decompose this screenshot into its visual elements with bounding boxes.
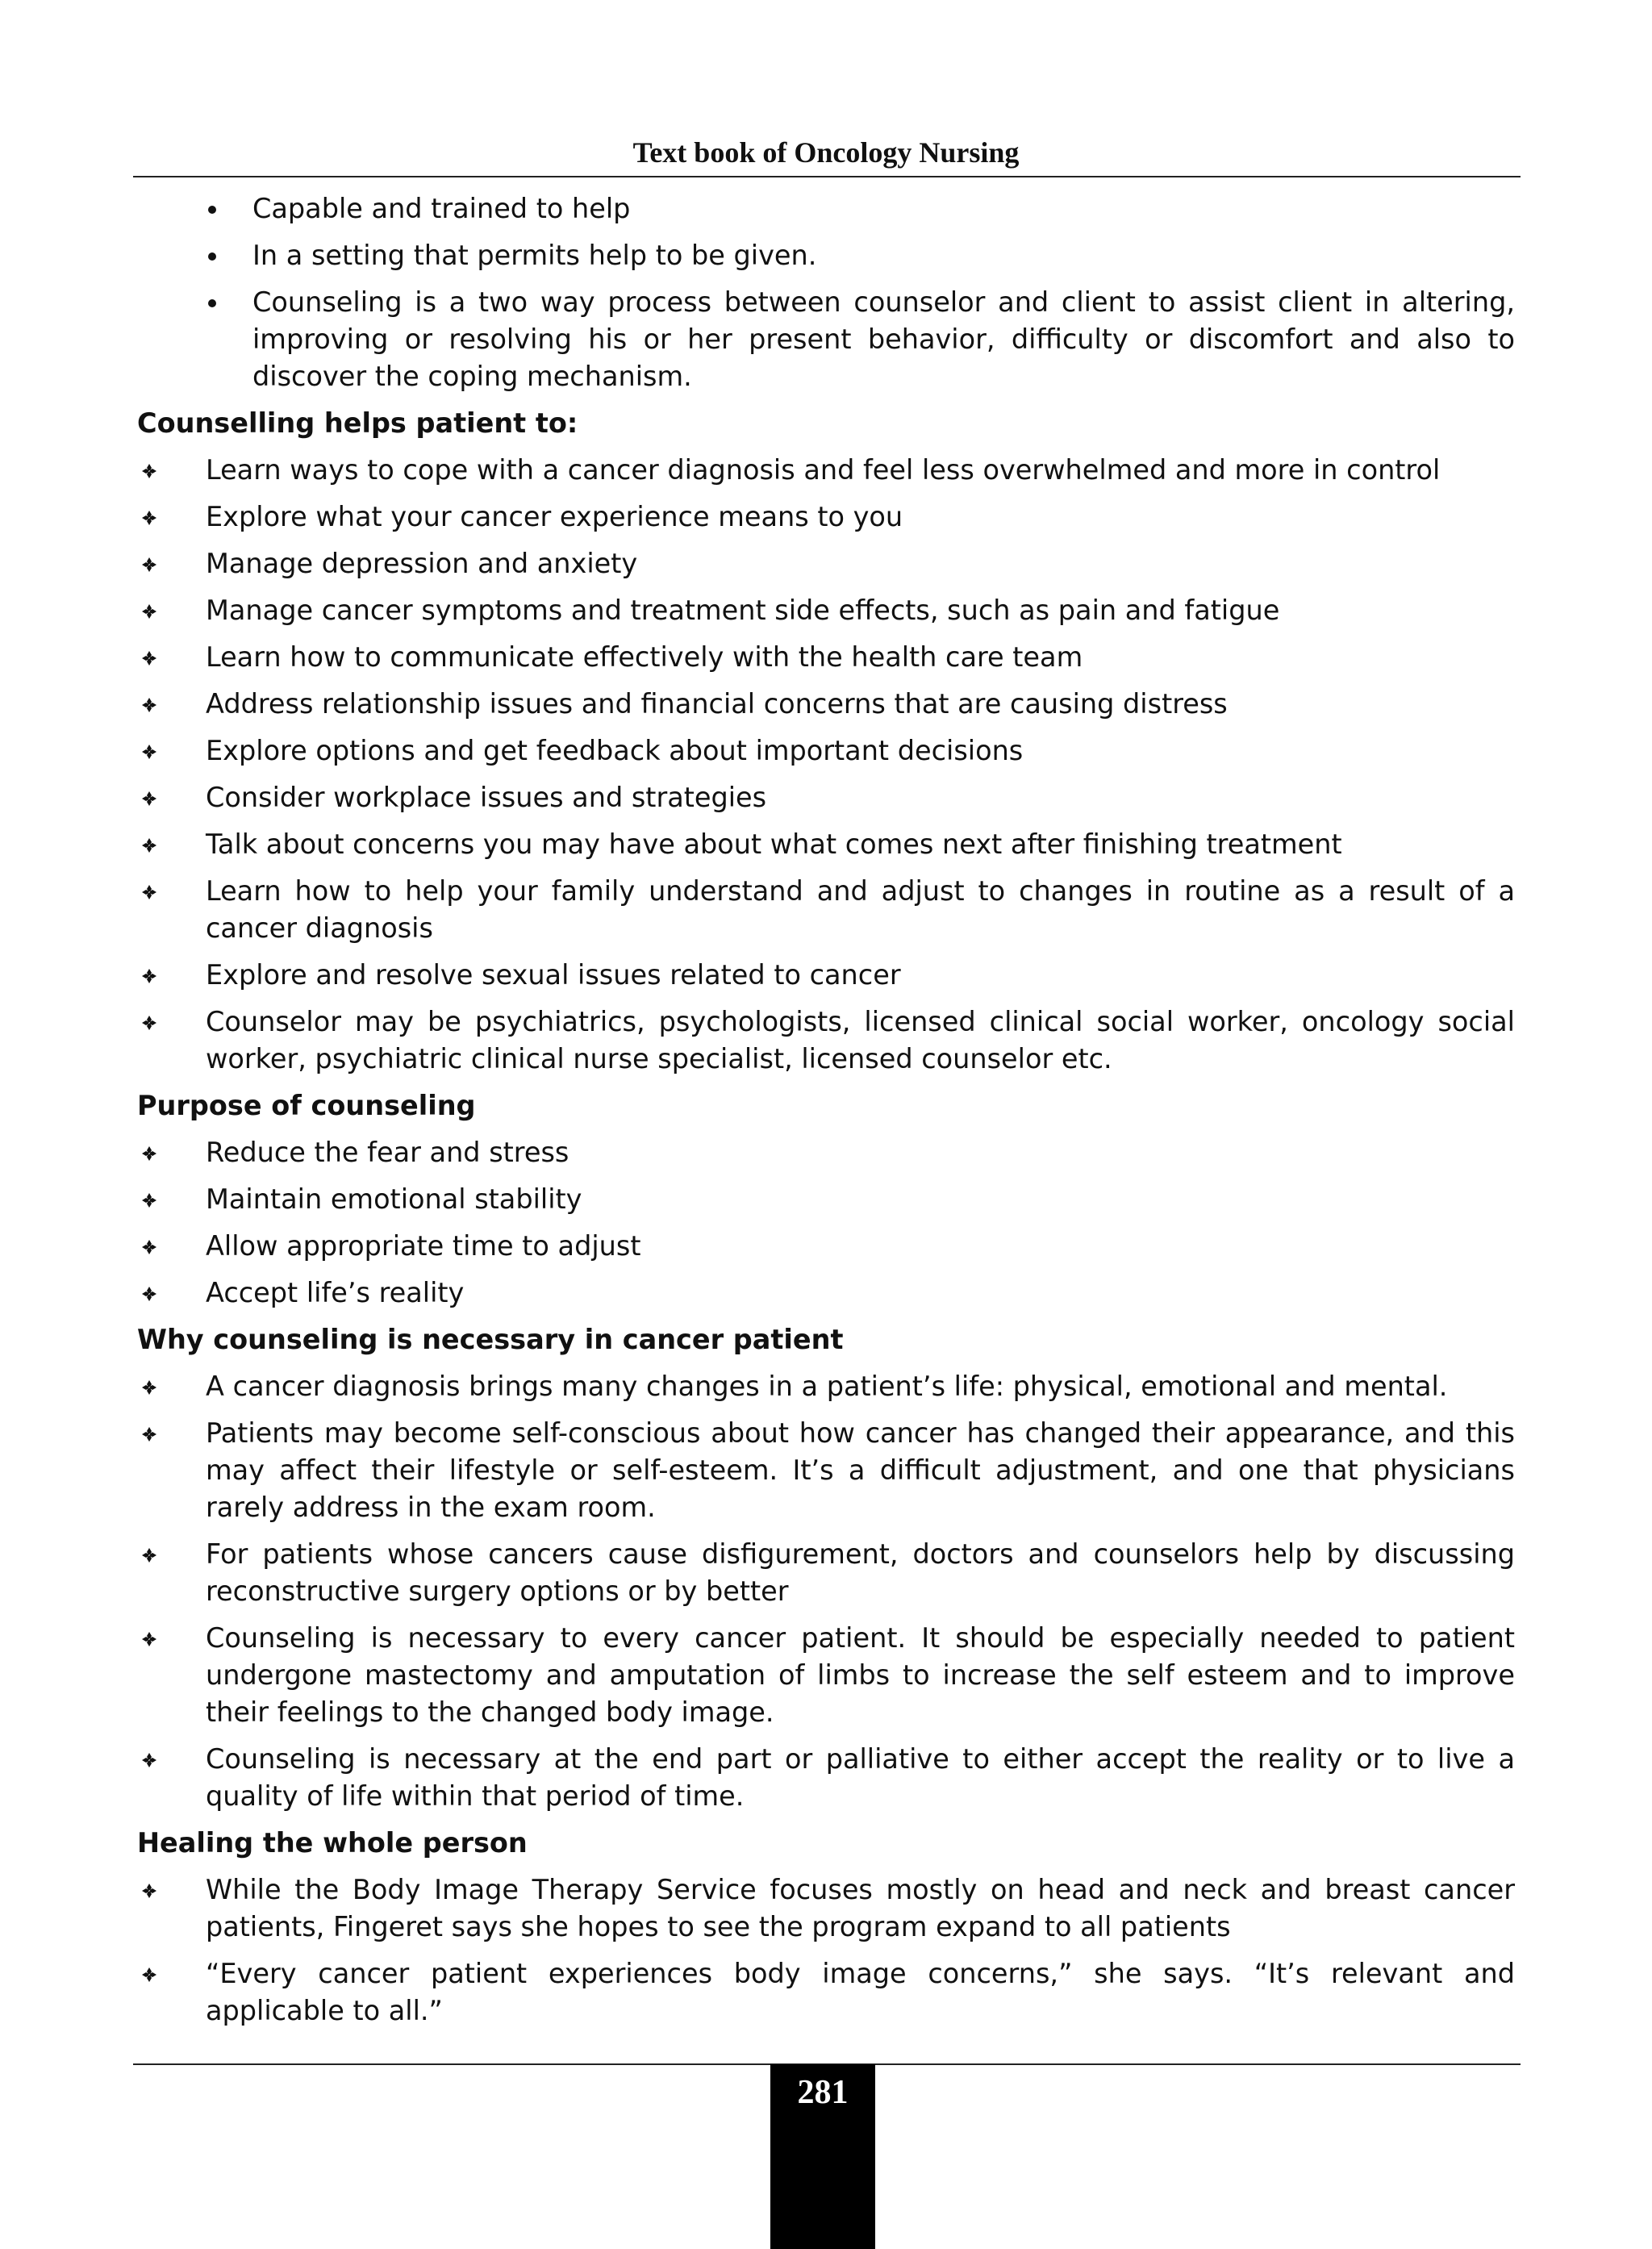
diamond-bullet-icon (139, 1228, 160, 1265)
list-item-text: Patients may become self-conscious about how cancer has changed their appearance, and this may affect their lifestyle or self-esteem. It’s a difficult adjustment, and one that physicians rarely address in the exam room. (206, 1417, 1515, 1523)
list-item-text: Address relationship issues and financial concerns that are causing distress (206, 688, 1228, 720)
diamond-bullet-icon (139, 639, 160, 676)
section-purpose-of-counseling (137, 1087, 1515, 1312)
list-item (137, 1275, 1515, 1312)
diamond-bullet-icon (139, 1536, 160, 1573)
diamond-bullet-icon (139, 1003, 160, 1041)
diamond-bullet-icon (139, 732, 160, 770)
section-heading: Purpose of counseling (137, 1090, 476, 1121)
list-item (137, 779, 1515, 816)
list-item (137, 639, 1515, 676)
diamond-bullet-icon (139, 1275, 160, 1312)
list-item-text: Counseling is necessary at the end part or palliative to either accept the reality or to live a quality of life within that period of time. (206, 1743, 1515, 1812)
list-item (137, 732, 1515, 770)
list-item (137, 1741, 1515, 1815)
page-number: 281 (797, 2074, 849, 2111)
diamond-bullet-icon (139, 1368, 160, 1405)
list-item (137, 592, 1515, 629)
diamond-bullet-icon (139, 592, 160, 629)
section-list (137, 1871, 1515, 2030)
list-item-text: Counseling is a two way process between counselor and client to assist client in altering, improving or resolving his or her present behavior, difficulty or discomfort and also to discover the coping mechanism. (252, 286, 1515, 392)
list-item (137, 1368, 1515, 1405)
list-item-text: Counselor may be psychiatrics, psychologists, licensed clinical social worker, oncology social worker, psychiatric clinical nurse specialist, licensed counselor etc. (206, 1006, 1515, 1074)
list-item-text: Accept life’s reality (206, 1277, 465, 1308)
running-header-title: Text book of Oncology Nursing (632, 136, 1020, 169)
intro-bullet-list (137, 190, 1515, 395)
diamond-bullet-icon (139, 826, 160, 863)
list-item (137, 1871, 1515, 1946)
list-item-text: Explore and resolve sexual issues related to cancer (206, 959, 901, 991)
section-healing-whole-person (137, 1825, 1515, 2030)
list-item-text: In a setting that permits help to be given. (252, 240, 817, 271)
header-rule (133, 176, 1521, 177)
list-item-text: Counseling is necessary to every cancer patient. It should be especially needed to patient undergone mastectomy and amputation of limbs to increase the self esteem and to improve their feelings to the changed body image. (206, 1622, 1515, 1728)
diamond-bullet-icon (139, 545, 160, 582)
section-heading: Why counseling is necessary in cancer patient (137, 1324, 844, 1355)
list-item (137, 957, 1515, 994)
list-item-text: A cancer diagnosis brings many changes in a patient’s life: physical, emotional and mental. (206, 1371, 1448, 1402)
list-item (137, 686, 1515, 723)
list-item-text: Capable and trained to help (252, 193, 631, 224)
bullet-dot-icon (208, 252, 216, 261)
section-heading: Healing the whole person (137, 1827, 528, 1859)
diamond-bullet-icon (139, 1955, 160, 1992)
section-heading: Counselling helps patient to: (137, 407, 578, 439)
list-item (137, 452, 1515, 489)
list-item (137, 1134, 1515, 1171)
section-counselling-helps (137, 405, 1515, 1078)
list-item-text: Learn ways to cope with a cancer diagnosis and feel less overwhelmed and more in control (206, 454, 1441, 486)
diamond-bullet-icon (139, 686, 160, 723)
list-item (137, 284, 1515, 395)
list-item-text: While the Body Image Therapy Service focuses mostly on head and neck and breast cancer patients, Fingeret says she hopes to see the program expand to all patients (206, 1874, 1515, 1942)
list-item-text: Talk about concerns you may have about what comes next after finishing treatment (206, 828, 1342, 860)
section-list (137, 452, 1515, 1078)
diamond-bullet-icon (139, 1741, 160, 1778)
diamond-bullet-icon (139, 452, 160, 489)
diamond-bullet-icon (139, 1181, 160, 1218)
list-item-text: “Every cancer patient experiences body image concerns,” she says. “It’s relevant and applicable to all.” (206, 1958, 1515, 2026)
list-item (137, 1003, 1515, 1078)
diamond-bullet-icon (139, 1134, 160, 1171)
list-item (137, 1228, 1515, 1265)
list-item (137, 1181, 1515, 1218)
diamond-bullet-icon (139, 1415, 160, 1452)
list-item-text: Learn how to help your family understand and adjust to changes in routine as a result of a cancer diagnosis (206, 875, 1515, 944)
list-item-text: Maintain emotional stability (206, 1183, 582, 1215)
list-item (137, 1536, 1515, 1610)
list-item-text: Explore options and get feedback about important decisions (206, 735, 1024, 766)
diamond-bullet-icon (139, 1871, 160, 1909)
list-item-text: Consider workplace issues and strategies (206, 782, 767, 813)
section-list (137, 1368, 1515, 1815)
diamond-bullet-icon (139, 1620, 160, 1657)
bullet-dot-icon (208, 299, 216, 307)
list-item (137, 237, 1515, 274)
list-item-text: Manage cancer symptoms and treatment side effects, such as pain and fatigue (206, 595, 1280, 626)
list-item-text: Learn how to communicate effectively with the health care team (206, 641, 1083, 673)
diamond-bullet-icon (139, 873, 160, 910)
bullet-dot-icon (208, 206, 216, 214)
list-item (137, 190, 1515, 227)
page-number-box (770, 2064, 875, 2249)
section-why-counseling-necessary (137, 1321, 1515, 1815)
section-list (137, 1134, 1515, 1312)
page-content (137, 190, 1515, 2039)
diamond-bullet-icon (139, 779, 160, 816)
list-item (137, 545, 1515, 582)
list-item-text: Reduce the fear and stress (206, 1137, 569, 1168)
list-item (137, 1620, 1515, 1731)
list-item (137, 873, 1515, 947)
diamond-bullet-icon (139, 499, 160, 536)
list-item (137, 826, 1515, 863)
list-item (137, 1955, 1515, 2030)
list-item-text: Manage depression and anxiety (206, 548, 638, 579)
list-item-text: For patients whose cancers cause disfigurement, doctors and counselors help by discussing reconstructive surgery options or by better (206, 1538, 1515, 1607)
list-item-text: Allow appropriate time to adjust (206, 1230, 641, 1262)
list-item (137, 499, 1515, 536)
diamond-bullet-icon (139, 957, 160, 994)
list-item (137, 1415, 1515, 1526)
list-item-text: Explore what your cancer experience means to you (206, 501, 903, 532)
